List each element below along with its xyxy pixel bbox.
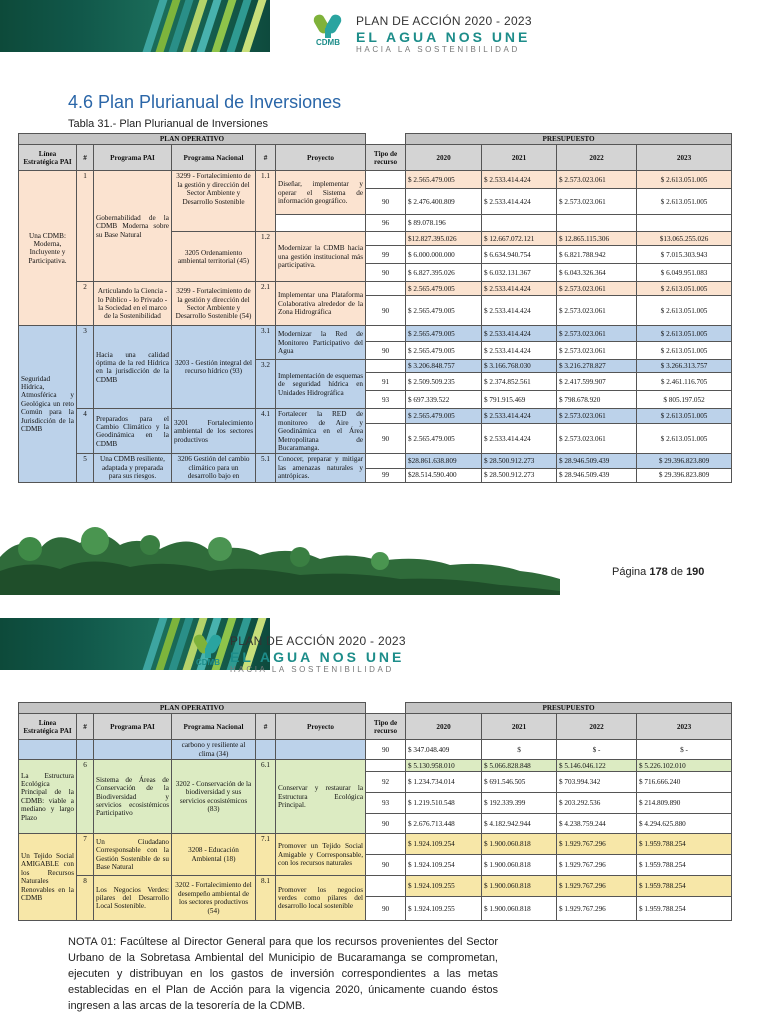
value-cell: $ 2.676.713.448 xyxy=(406,814,482,834)
value-cell: $ 2.613.051.005 xyxy=(637,409,732,424)
value-cell xyxy=(482,215,557,232)
value-cell: $ - xyxy=(557,740,637,760)
table-caption: Tabla 31.- Plan Plurianual de Inversiones xyxy=(68,118,268,130)
value-cell: $ 1.959.788.254 xyxy=(637,855,732,876)
value-cell: $ 2.565.479.005 xyxy=(406,326,482,342)
header-line1: PLAN DE ACCIÓN 2020 - 2023 xyxy=(230,634,406,648)
value-cell: $ 2.565.479.005 xyxy=(406,342,482,360)
project-name: Modernizar la Red de Monitoreo Participativo del Agua xyxy=(276,326,366,360)
project-num: 5.1 xyxy=(256,454,276,482)
tipo-cell: 93 xyxy=(366,793,406,814)
value-cell: $ - xyxy=(637,740,732,760)
tipo-cell: 90 xyxy=(366,342,406,360)
project-name: Conservar y restaurar la Estructura Ecológica Principal. xyxy=(276,760,366,834)
value-cell: $ 2.613.051.005 xyxy=(637,342,732,360)
value-cell: $ 2.533.414.424 xyxy=(482,171,557,189)
value-cell xyxy=(637,215,732,232)
value-cell: $ 28.500.912.273 xyxy=(482,468,557,482)
presupuesto-header: PRESUPUESTO xyxy=(406,703,732,714)
header-text xyxy=(230,634,406,674)
investment-table-2 xyxy=(18,702,732,921)
forest-footer-image xyxy=(0,515,560,595)
value-cell: $ 1.929.767.296 xyxy=(557,855,637,876)
value-cell: $ 1.924.109.255 xyxy=(406,876,482,897)
tipo-cell xyxy=(366,360,406,373)
investment-table-1 xyxy=(18,133,732,483)
value-cell: $ 1.959.788.254 xyxy=(637,897,732,921)
value-cell: $ 2.573.023.061 xyxy=(557,171,637,189)
project-name: Diseñar, implementar y operar el Sistema de información geográfico. xyxy=(276,171,366,215)
project-name: Fortalecer la RED de monitoreo de Aire y Geodinámica en el Área Metropolitana de Bucaramanga. xyxy=(276,409,366,454)
program-nacional: 3203 - Gestión integral del recurso hídrico (93) xyxy=(172,326,256,409)
value-cell: $ 12.865.115.306 xyxy=(557,232,637,246)
col-2023: 2023 xyxy=(637,145,732,171)
value-cell: $ 1.924.109.255 xyxy=(406,897,482,921)
program-nacional: 3299 - Fortalecimiento de la gestión y dirección del Sector Ambiente y Desarrollo Sostenible xyxy=(172,171,256,232)
value-cell: $ 2.573.023.061 xyxy=(557,282,637,296)
tipo-cell xyxy=(366,834,406,855)
project-num: 8.1 xyxy=(256,876,276,921)
program-nacional: 3202 - Fortalecimiento del desempeño ambiental de los sectores productivos (54) xyxy=(172,876,256,921)
col-2020: 2020 xyxy=(406,145,482,171)
linea-cell: Un Tejido Social AMIGABLE con los Recursos Naturales Renovables en la CDMB xyxy=(19,834,77,921)
tipo-cell: 91 xyxy=(366,373,406,391)
program-num: 1 xyxy=(77,171,94,282)
value-cell: $28.514.590.400 xyxy=(406,468,482,482)
tipo-cell: 92 xyxy=(366,772,406,793)
value-cell: $ 2.565.479.005 xyxy=(406,409,482,424)
program-nacional: 3206 Gestión del cambio climático para un desarrollo bajo en xyxy=(172,454,256,482)
project-name: Implementación de esquemas de seguridad hídrica en Unidades Hidrográfica xyxy=(276,360,366,409)
project-num: 4.1 xyxy=(256,409,276,454)
tipo-cell: 90 xyxy=(366,264,406,282)
col-num: # xyxy=(77,145,94,171)
col-num2: # xyxy=(256,714,276,740)
value-cell: $ 1.900.060.818 xyxy=(482,876,557,897)
program-nacional: carbono y resiliente al clima (34) xyxy=(172,740,256,760)
value-cell: $ 2.573.023.061 xyxy=(557,296,637,326)
program-nacional: 3208 - Educación Ambiental (18) xyxy=(172,834,256,876)
value-cell: $12.827.395.026 xyxy=(406,232,482,246)
value-cell: $ 1.900.060.818 xyxy=(482,897,557,921)
value-cell: $ 214.809.890 xyxy=(637,793,732,814)
value-cell: $ 29.396.823.809 xyxy=(637,454,732,468)
tipo-cell xyxy=(366,326,406,342)
note-01: NOTA 01: Facúltese al Director General para que los recursos provenientes del Sector Urbano de la Sobretasa Ambiental del Municipio de Bucaramanga se comprometan, ejecuten y distribuyan en los gastos de inversión correspondientes a las metas establecidas en el Plan de Acción para la vigencia 2020, únicamente cuando éstos ingresen a las arcas de la tesorería de la CDMB. xyxy=(68,936,498,1012)
program-pai: Los Negocios Verdes: pilares del Desarrollo Local Sostenible. xyxy=(94,876,172,921)
tipo-cell xyxy=(366,876,406,897)
value-cell: $ 1.234.734.014 xyxy=(406,772,482,793)
value-cell: $ 2.565.479.005 xyxy=(406,282,482,296)
cdmb-logo: CDMB xyxy=(310,12,346,50)
value-cell: $ 3.206.848.757 xyxy=(406,360,482,373)
value-cell xyxy=(557,215,637,232)
value-cell: $ 192.339.399 xyxy=(482,793,557,814)
value-cell: $ 2.613.051.005 xyxy=(637,282,732,296)
value-cell: $ 2.573.023.061 xyxy=(557,409,637,424)
value-cell: $ 6.049.951.083 xyxy=(637,264,732,282)
col-proyecto: Proyecto xyxy=(276,714,366,740)
header-text xyxy=(356,14,532,54)
program-nacional: 3202 - Conservación de la biodiversidad y sus servicios ecosistémicos (83) xyxy=(172,760,256,834)
value-cell: $ 2.613.051.005 xyxy=(637,189,732,215)
value-cell: $ 1.900.060.818 xyxy=(482,855,557,876)
value-cell: $ 2.573.023.061 xyxy=(557,424,637,454)
tipo-cell: 99 xyxy=(366,246,406,264)
value-cell: $ 6.634.940.754 xyxy=(482,246,557,264)
program-nacional: 3201 Fortalecimiento ambiental de los sectores productivos xyxy=(172,409,256,454)
value-cell: $ 7.015.303.943 xyxy=(637,246,732,264)
value-cell: $ 697.339.522 xyxy=(406,391,482,409)
tipo-cell: 99 xyxy=(366,468,406,482)
value-cell: $ 28.946.509.439 xyxy=(557,468,637,482)
col-2023: 2023 xyxy=(637,714,732,740)
project-num: 7.1 xyxy=(256,834,276,876)
linea-cell: Una CDMB: Moderna, Incluyente y Participativa. xyxy=(19,171,77,326)
project-num: 3.2 xyxy=(256,360,276,409)
value-cell: $ 2.533.414.424 xyxy=(482,409,557,424)
program-num: 7 xyxy=(77,834,94,876)
tipo-cell: 90 xyxy=(366,424,406,454)
tipo-cell: 96 xyxy=(366,215,406,232)
section-title: 4.6 Plan Plurianual de Inversiones xyxy=(68,92,342,112)
value-cell: $ 1.929.767.296 xyxy=(557,876,637,897)
col-num2: # xyxy=(256,145,276,171)
program-num: 8 xyxy=(77,876,94,921)
col-2021: 2021 xyxy=(482,714,557,740)
header-line3: HACIA LA SOSTENIBILIDAD xyxy=(230,665,394,674)
value-cell: $ 6.000.000.000 xyxy=(406,246,482,264)
project-num: 1.1 xyxy=(256,171,276,232)
value-cell: $ 2.613.051.005 xyxy=(637,326,732,342)
value-cell: $ 1.959.788.254 xyxy=(637,834,732,855)
value-cell: $ 28.946.509.439 xyxy=(557,454,637,468)
value-cell: $28.861.638.809 xyxy=(406,454,482,468)
header-line2: EL AGUA NOS UNE xyxy=(230,649,405,665)
value-cell: $ 2.533.414.424 xyxy=(482,282,557,296)
col-programa-nacional: Programa Nacional xyxy=(172,714,256,740)
value-cell: $ 5.066.828.848 xyxy=(482,760,557,772)
value-cell: $ 2.613.051.005 xyxy=(637,296,732,326)
value-cell: $ 691.546.505 xyxy=(482,772,557,793)
value-cell: $ 2.573.023.061 xyxy=(557,189,637,215)
tipo-cell: 90 xyxy=(366,296,406,326)
col-linea: Línea Estratégica PAI xyxy=(19,714,77,740)
program-pai: Gobernabilidad de la CDMB Moderna sobre su Base Natural xyxy=(94,171,172,282)
value-cell: $ 2.533.414.424 xyxy=(482,296,557,326)
value-cell: $ 2.573.023.061 xyxy=(557,326,637,342)
col-programa-nacional: Programa Nacional xyxy=(172,145,256,171)
tipo-cell: 90 xyxy=(366,855,406,876)
project-name: Modernizar la CDMB hacia una gestión institucional más participativa. xyxy=(276,232,366,282)
value-cell: $ 1.929.767.296 xyxy=(557,834,637,855)
col-num: # xyxy=(77,714,94,740)
project-num: 1.2 xyxy=(256,232,276,282)
project-name: Implementar una Plataforma Colaborativa alrededor de la Zona Hidrográfica xyxy=(276,282,366,326)
value-cell: $ 805.197.052 xyxy=(637,391,732,409)
value-cell: $ 6.827.395.026 xyxy=(406,264,482,282)
project-num: 2.1 xyxy=(256,282,276,326)
value-cell: $ 5.226.102.010 xyxy=(637,760,732,772)
program-num: 5 xyxy=(77,454,94,482)
tipo-cell: 93 xyxy=(366,391,406,409)
value-cell: $ 12.667.072.121 xyxy=(482,232,557,246)
program-nacional: 3205 Ordenamiento ambiental territorial (45) xyxy=(172,232,256,282)
col-tipo: Tipo de recurso xyxy=(366,714,406,740)
value-cell: $ 2.461.116.705 xyxy=(637,373,732,391)
col-tipo: Tipo de recurso xyxy=(366,145,406,171)
value-cell: $ 1.219.510.548 xyxy=(406,793,482,814)
program-pai: Una CDMB resiliente, adaptada y preparada para sus riesgos. xyxy=(94,454,172,482)
value-cell: $ 703.994.342 xyxy=(557,772,637,793)
col-programa-pai: Programa PAI xyxy=(94,145,172,171)
value-cell: $ 2.533.414.424 xyxy=(482,189,557,215)
value-cell: $ 3.166.768.030 xyxy=(482,360,557,373)
program-num: 2 xyxy=(77,282,94,326)
tipo-cell xyxy=(366,409,406,424)
value-cell: $ 2.613.051.005 xyxy=(637,424,732,454)
value-cell: $ 2.613.051.005 xyxy=(637,171,732,189)
project-name: Promover un Tejido Social Amigable y Corresponsable, con los recursos naturales xyxy=(276,834,366,876)
value-cell: $ 2.565.479.005 xyxy=(406,296,482,326)
col-linea: Línea Estratégica PAI xyxy=(19,145,77,171)
value-cell: $ 89.078.196 xyxy=(406,215,482,232)
value-cell: $ 1.929.767.296 xyxy=(557,897,637,921)
col-2022: 2022 xyxy=(557,714,637,740)
value-cell: $ 798.678.920 xyxy=(557,391,637,409)
tipo-cell: 90 xyxy=(366,897,406,921)
value-cell: $ 203.292.536 xyxy=(557,793,637,814)
value-cell: $ 2.565.479.005 xyxy=(406,424,482,454)
tipo-cell: 90 xyxy=(366,814,406,834)
value-cell: $ 791.915.469 xyxy=(482,391,557,409)
program-pai: Preparados para el Cambio Climático y la Geodinámica en la CDMB xyxy=(94,409,172,454)
value-cell: $ 2.533.414.424 xyxy=(482,342,557,360)
page-header-2 xyxy=(0,618,768,674)
col-proyecto: Proyecto xyxy=(276,145,366,171)
value-cell: $ 1.900.060.818 xyxy=(482,834,557,855)
plan-operativo-header: PLAN OPERATIVO xyxy=(19,134,366,145)
col-programa-pai: Programa PAI xyxy=(94,714,172,740)
program-pai: Sistema de Áreas de Conservación de la Biodiversidad y servicios ecosistémicos Participativo xyxy=(94,760,172,834)
program-pai: Articulando la Ciencia - lo Público - lo Privado - la Sociedad en el marco de la Sostenibilidad xyxy=(94,282,172,326)
col-2021: 2021 xyxy=(482,145,557,171)
value-cell: $ 3.216.278.827 xyxy=(557,360,637,373)
tipo-cell xyxy=(366,454,406,468)
value-cell: $ 4.182.942.944 xyxy=(482,814,557,834)
program-nacional: 3299 - Fortalecimiento de la gestión y dirección del Sector Ambiente y Desarrollo Sostenible (54) xyxy=(172,282,256,326)
presupuesto-header: PRESUPUESTO xyxy=(406,134,732,145)
value-cell: $ 3.266.313.757 xyxy=(637,360,732,373)
value-cell: $ 6.032.131.367 xyxy=(482,264,557,282)
value-cell: $ 2.476.400.809 xyxy=(406,189,482,215)
value-cell: $ 2.374.852.561 xyxy=(482,373,557,391)
value-cell: $ 716.666.240 xyxy=(637,772,732,793)
col-2020: 2020 xyxy=(406,714,482,740)
value-cell: $ 2.533.414.424 xyxy=(482,424,557,454)
linea-cell: La Estructura Ecológica Principal de la CDMB: viable a mediano y largo Plazo xyxy=(19,760,77,834)
value-cell: $ xyxy=(482,740,557,760)
page-number: Página 178 de 190 xyxy=(612,566,705,578)
value-cell: $ 1.959.788.254 xyxy=(637,876,732,897)
tipo-cell: 90 xyxy=(366,189,406,215)
tipo-cell xyxy=(366,282,406,296)
project-name: Conocer, preparar y mitigar las amenazas naturales y antrópicas. xyxy=(276,454,366,482)
value-cell: $ 4.238.759.244 xyxy=(557,814,637,834)
tipo-cell xyxy=(366,232,406,246)
value-cell: $ 1.924.109.254 xyxy=(406,855,482,876)
value-cell: $ 1.924.109.254 xyxy=(406,834,482,855)
col-2022: 2022 xyxy=(557,145,637,171)
value-cell: $ 2.565.479.005 xyxy=(406,171,482,189)
linea-cell: Seguridad Hídrica, Atmosférica y Geológica un reto Común para la Jurisdicción de la CDMB xyxy=(19,326,77,482)
tipo-cell xyxy=(366,171,406,189)
program-pai: Hacia una calidad óptima de la red Hídrica en la jurisdicción de la CDMB xyxy=(94,326,172,409)
value-cell: $ 6.821.788.942 xyxy=(557,246,637,264)
project-num: 3.1 xyxy=(256,326,276,360)
value-cell: $ 2.417.599.907 xyxy=(557,373,637,391)
tipo-cell: 90 xyxy=(366,740,406,760)
value-cell: $ 2.573.023.061 xyxy=(557,342,637,360)
value-cell: $ 2.533.414.424 xyxy=(482,326,557,342)
header-line1: PLAN DE ACCIÓN 2020 - 2023 xyxy=(356,14,532,28)
value-cell: $13.065.255.026 xyxy=(637,232,732,246)
value-cell: $ 5.146.046.122 xyxy=(557,760,637,772)
value-cell: $ 347.048.409 xyxy=(406,740,482,760)
value-cell: $ 6.043.326.364 xyxy=(557,264,637,282)
program-num: 6 xyxy=(77,760,94,834)
program-num: 4 xyxy=(77,409,94,454)
tipo-cell xyxy=(366,760,406,772)
program-num: 3 xyxy=(77,326,94,409)
value-cell: $ 4.294.625.880 xyxy=(637,814,732,834)
header-line2: EL AGUA NOS UNE xyxy=(356,29,531,45)
cdmb-logo: CDMB xyxy=(190,632,226,670)
value-cell: $ 28.500.912.273 xyxy=(482,454,557,468)
project-name: Promover los negocios verdes como pilares del desarrollo local sostenible xyxy=(276,876,366,921)
value-cell: $ 5.130.958.010 xyxy=(406,760,482,772)
value-cell: $ 2.509.509.235 xyxy=(406,373,482,391)
program-pai: Un Ciudadano Corresponsable con la Gestión Sostenible de su Base Natural xyxy=(94,834,172,876)
plan-operativo-header: PLAN OPERATIVO xyxy=(19,703,366,714)
project-num: 6.1 xyxy=(256,760,276,834)
header-line3: HACIA LA SOSTENIBILIDAD xyxy=(356,45,520,54)
header-stripes xyxy=(0,0,270,52)
page-header-1 xyxy=(0,0,768,52)
value-cell: $ 29.396.823.809 xyxy=(637,468,732,482)
